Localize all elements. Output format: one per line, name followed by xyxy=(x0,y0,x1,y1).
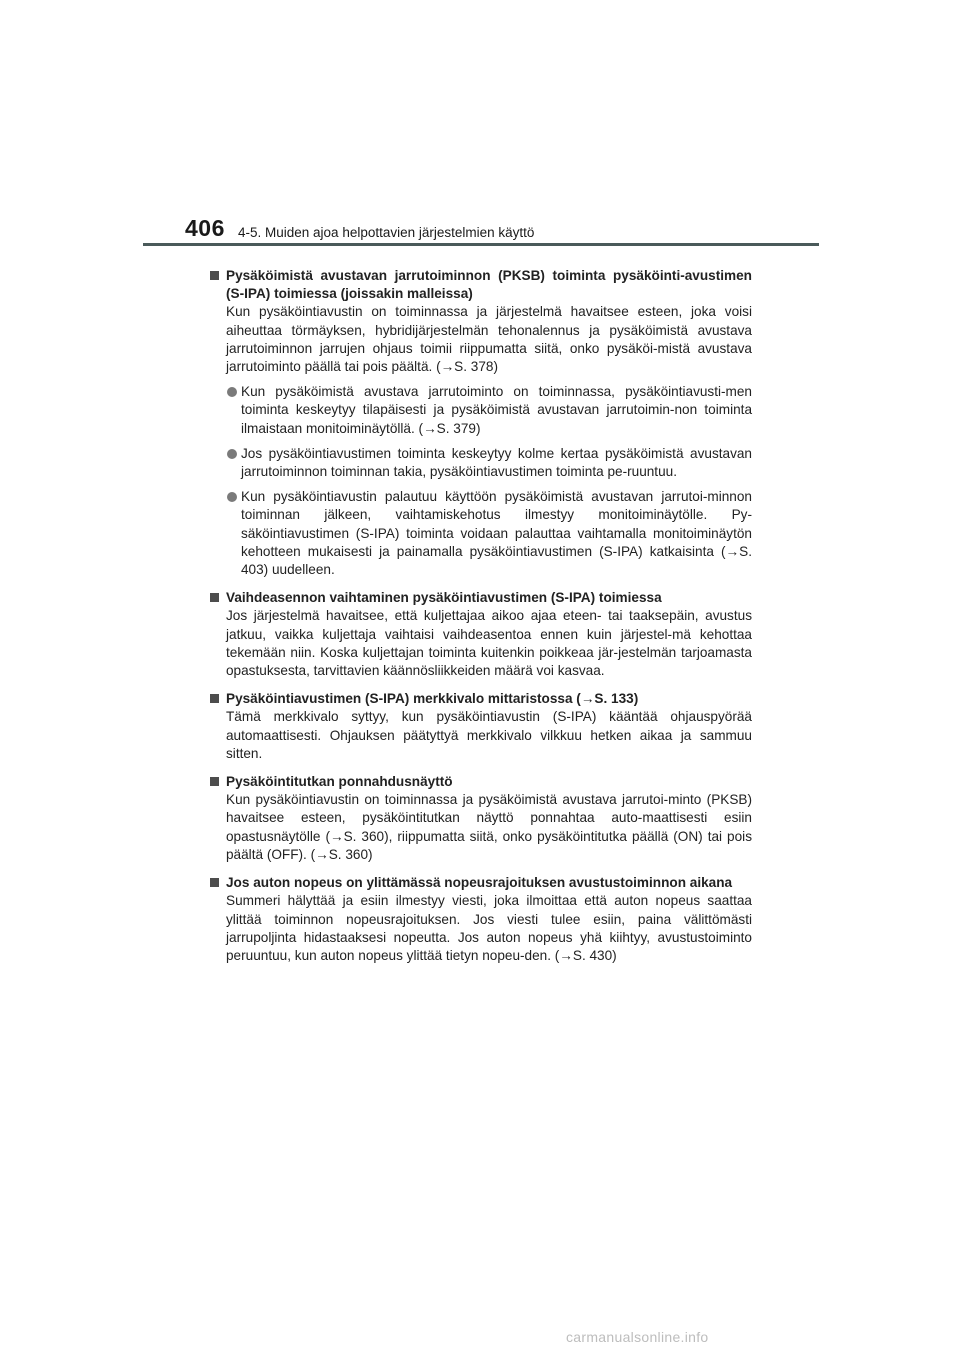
section-indicator-light xyxy=(210,690,752,763)
list-item xyxy=(226,445,752,481)
section-pksb xyxy=(210,267,752,579)
section-body: Summeri hälyttää ja esiin ilmestyy viesti, joka ilmoittaa että auton nopeus saattaa ylittää toiminnon nopeusrajoituksen. Jos viesti tulee esiin, paina välittömästi jarrupoljinta hidastaaksesi nopeutta. Jos auton nopeus yhä kiihtyy, avustustoiminto peruuntuu, kun auton nopeus ylittää tietyn nopeu-den. (→S. 430) xyxy=(226,893,752,963)
square-bullet-icon xyxy=(210,593,223,602)
section-title: Vaihdeasennon vaihtaminen pysäköintiavustimen (S-IPA) toimiessa xyxy=(226,590,662,606)
section-body: Kun pysäköintiavustin on toiminnassa ja pysäköimistä avustava jarrutoi-minto (PKSB) havaitsee esteen, pysäköintitutkan näyttö ponnahtaa auto-maattisesti esiin opastusnäytölle (→S. 360), riippumatta siitä, onko pysäköintitutka päällä (ON) tai pois päältä (OFF). (→S. 360) xyxy=(226,792,752,862)
list-item xyxy=(226,488,752,579)
list-item-text: Jos pysäköintiavustimen toiminta keskeytyy kolme kertaa pysäköimistä avustavan jarrutoiminnon toiminnan takia, pysäköintiavustimen toiminta pe-ruuntuu. xyxy=(241,445,752,480)
list-item-text: Kun pysäköimistä avustava jarrutoiminto on toiminnassa, pysäköintiavusti-men toiminta keskeytyy tilapäisesti ja pysäköimistä avustavan jarrutoimin-non toiminta ilmaistaan monitoiminäytöllä. (→S. 379) xyxy=(241,384,752,436)
section-body: Kun pysäköintiavustin on toiminnassa ja järjestelmä havaitsee esteen, joka voisi aiheuttaa törmäyksen, hybridijärjestelmän tehonalennus ja pysäköimistä avustava jarrutoiminnon jarrujen ohjaus toimii riippumatta siitä, onko pysäköi-mistä avustava jarrutoiminto päällä tai pois päältä. (→S. 378) xyxy=(226,304,752,375)
square-bullet-icon xyxy=(210,777,223,786)
square-bullet-icon xyxy=(210,271,223,280)
list-item xyxy=(226,383,752,438)
section-radar-popup xyxy=(210,773,752,864)
section-heading xyxy=(210,690,752,708)
header-divider xyxy=(143,243,819,246)
section-title: Pysäköintitutkan ponnahdusnäyttö xyxy=(226,774,453,790)
section-title: Pysäköintiavustimen (S-IPA) merkkivalo mittaristossa (→S. 133) xyxy=(226,691,639,707)
circle-bullet-icon xyxy=(226,445,241,459)
section-speed-limit xyxy=(210,874,752,965)
section-title: Pysäköimistä avustavan jarrutoiminnon (PKSB) toiminta pysäköinti-avustimen (S-IPA) toimiessa (joissakin malleissa) xyxy=(226,268,752,302)
section-heading xyxy=(210,874,752,892)
section-body: Tämä merkkivalo syttyy, kun pysäköintiavustin (S-IPA) kääntää ohjauspyörää automaattisesti. Ohjauksen päätyttyä merkkivalo vilkkuu hetken aikaa ja sammuu sitten. xyxy=(226,709,752,761)
square-bullet-icon xyxy=(210,878,223,887)
watermark-text: carmanualsonline.info xyxy=(566,1329,709,1345)
list-item-text: Kun pysäköintiavustin palautuu käyttöön pysäköimistä avustavan jarrutoi-minnon toiminnan jälkeen, vaihtamiskehotus ilmestyy monitoiminäytölle. Py-säköintiavustimen (S-IPA) toiminta voidaan palauttaa vaihtamalla monitoiminäytön kehotteen mukaisesti ja painamalla pysäköintiavustimen (S-IPA) katkaisinta (→S. 403) uudelleen. xyxy=(241,489,752,578)
square-bullet-icon xyxy=(210,694,223,703)
section-heading xyxy=(210,589,752,607)
section-gear-shift xyxy=(210,589,752,680)
chapter-title: 4-5. Muiden ajoa helpottavien järjestelmien käyttö xyxy=(238,225,535,240)
section-body: Jos järjestelmä havaitsee, että kuljettajaa aikoo ajaa eteen- tai taaksepäin, avustus jatkuu, vaikka kuljettaja vaihtaisi vaihdeasentoa ennen kuin järjestel-mä kehottaa tekemään niin. Koska kuljettajan toiminta kuitenkin poikkeaa jär-jestelmän tarjoamasta opastuksesta, tarvittavien käännösliikkeiden määrä voi kasvaa. xyxy=(226,608,752,679)
section-heading xyxy=(210,773,752,791)
section-title: Jos auton nopeus on ylittämässä nopeusrajoituksen avustustoiminnon aikana xyxy=(226,875,733,891)
section-heading xyxy=(210,267,752,303)
circle-bullet-icon xyxy=(226,488,241,502)
page-number: 406 xyxy=(185,215,225,241)
page-content xyxy=(210,267,752,975)
circle-bullet-icon xyxy=(226,383,241,397)
